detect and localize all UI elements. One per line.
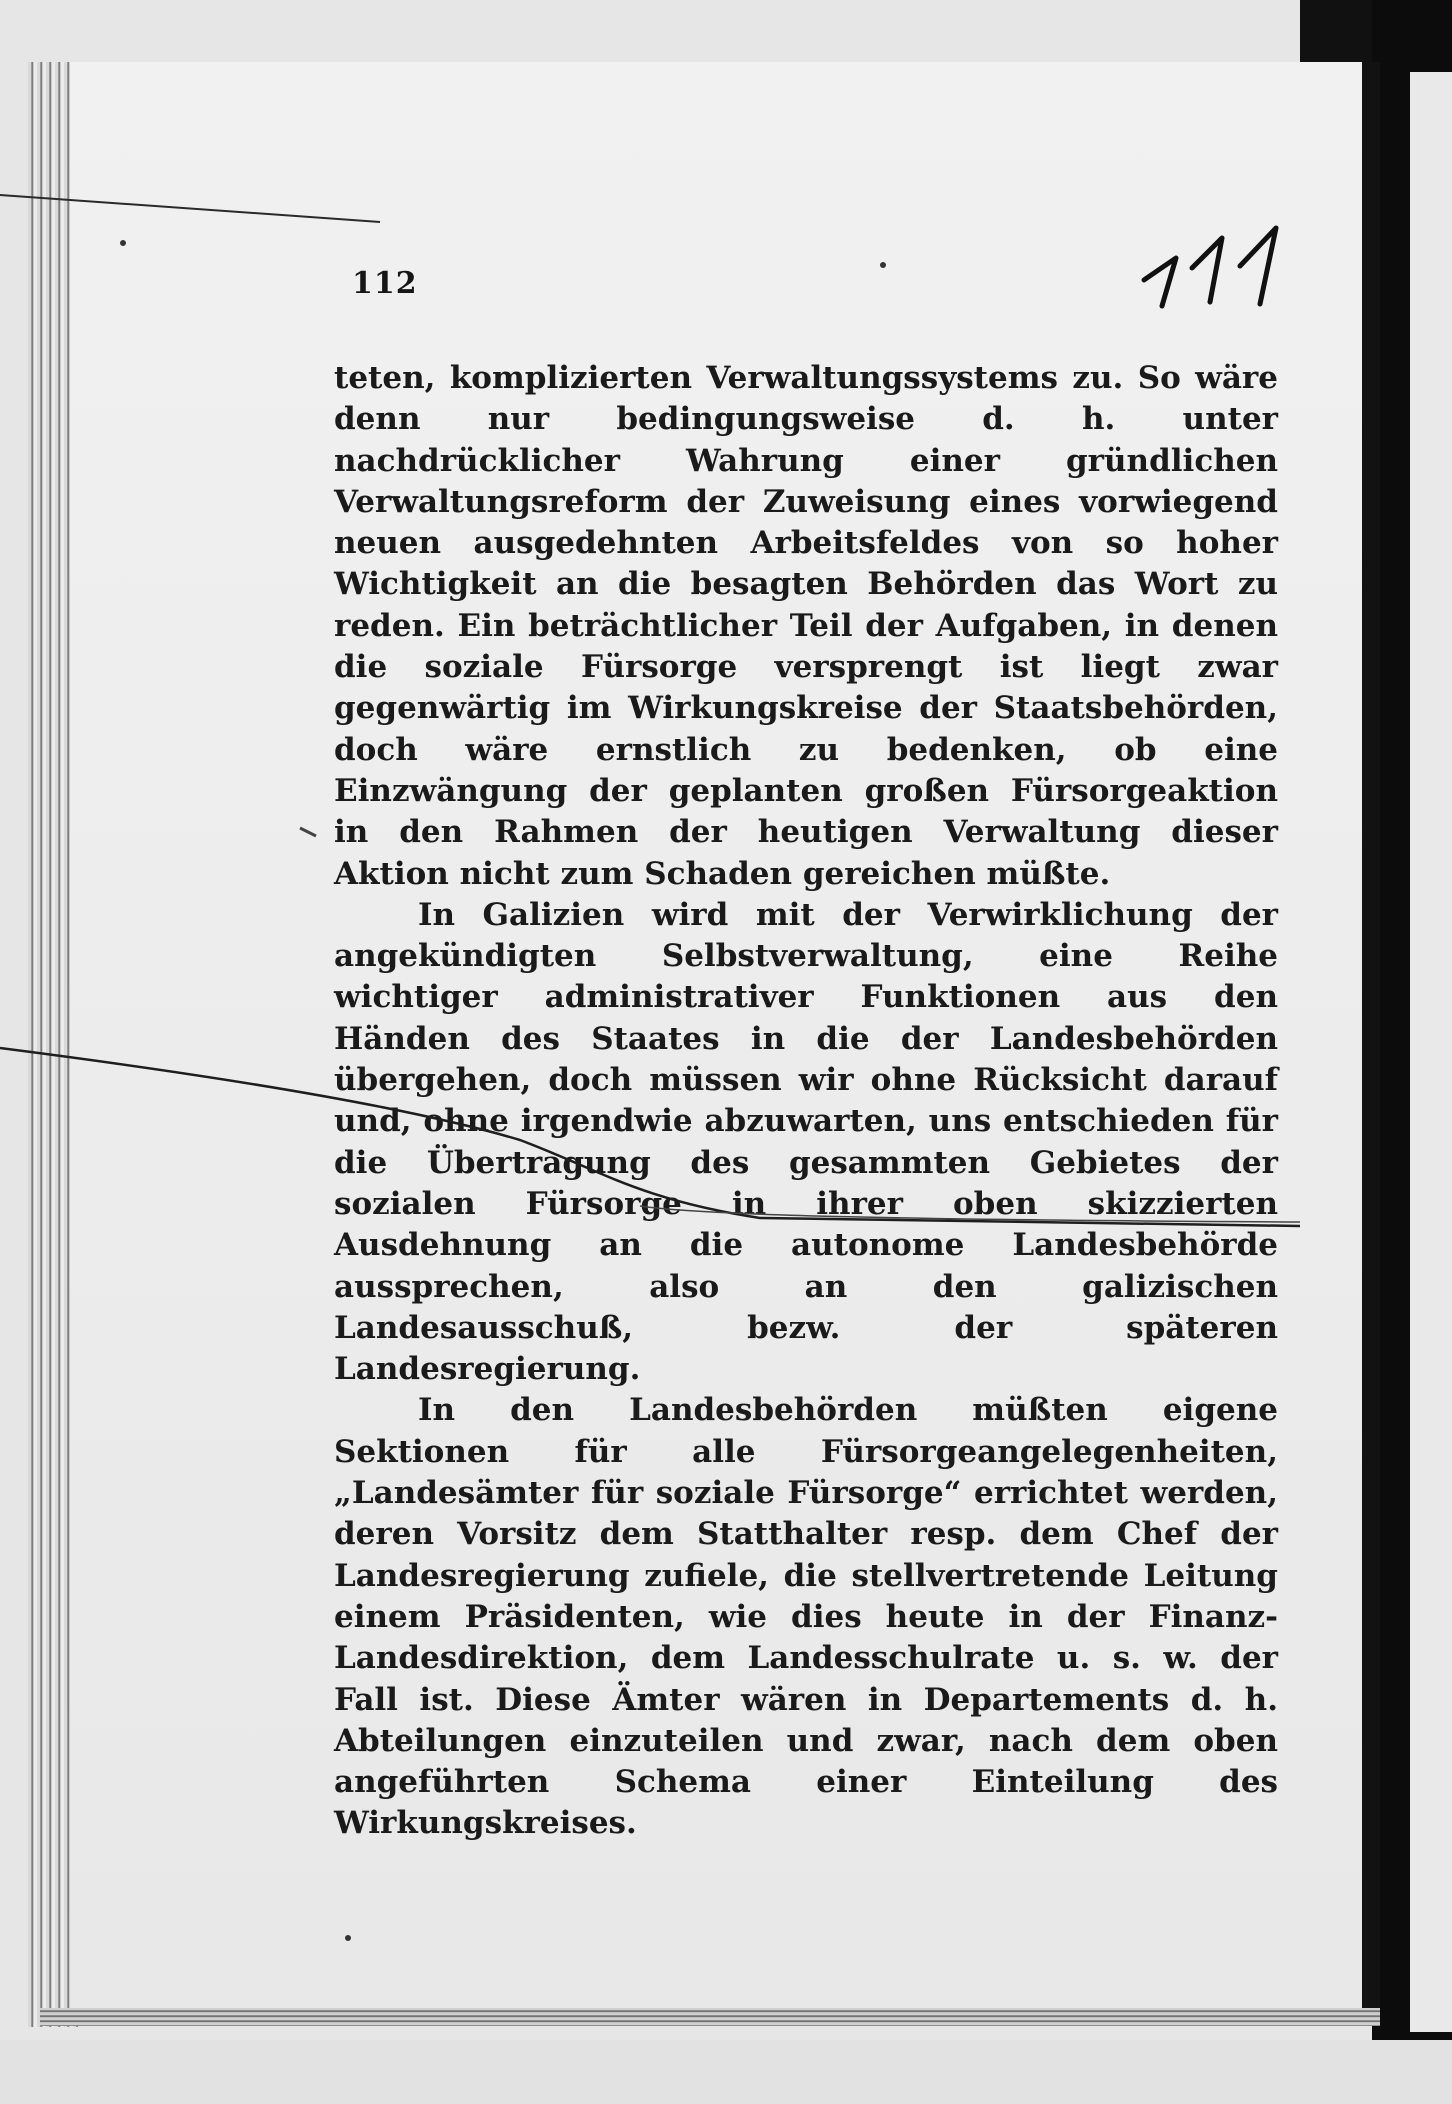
page-number: 112 xyxy=(352,266,418,301)
paragraph-1: teten, komplizierten Verwaltungssystems zu. So wäre denn nur bedingungsweise d. h. unter nachdrücklicher Wahrung einer gründlichen Verwaltungsreform der Zuweisung eines vorwiegend neuen ausgedehnten Arbeitsfeldes von so hoher Wichtigkeit an die besagten Behörden das Wort zu reden. Ein beträchtlicher Teil der Aufgaben, in denen die soziale Fürsorge versprengt ist liegt zwar gegenwärtig im Wirkungskreise der Staatsbehörden, doch wäre ernstlich zu bedenken, ob eine Einzwängung der geplanten großen Fürsorgeaktion in den Rahmen der heutigen Verwaltung dieser Aktion nicht zum Schaden gereichen müßte. xyxy=(334,360,1278,892)
handwritten-folio-number xyxy=(1140,220,1300,310)
book-page-edges-bottom xyxy=(40,2008,1380,2026)
paragraph-3: In den Landesbehörden müßten eigene Sektionen für alle Fürsorgeangelegenheiten, „Landesämter für soziale Fürsorge“ errichtet werden, deren Vorsitz dem Statthalter resp. dem Chef der Landesregierung zufiele, die stellvertretende Leitung einem Präsidenten, wie dies heute in der Finanz-Landesdirektion, dem Landesschulrate u. s. w. der Fall ist. Diese Ämter wären in Departements d. h. Abteilungen einzuteilen und zwar, nach dem oben angeführten Schema einer Einteilung des Wirkungskreises. xyxy=(334,1392,1278,1842)
scan-speck xyxy=(345,1935,351,1941)
scan-speck xyxy=(120,240,126,246)
scan-border-bottom xyxy=(0,2040,1452,2104)
scan-speck xyxy=(880,262,886,268)
scan-background-strip xyxy=(1410,72,1452,2032)
body-text xyxy=(334,358,1278,1845)
paragraph-2: In Galizien wird mit der Verwirklichung der angekündigten Selbstverwaltung, eine Reihe wichtiger administrativer Funktionen aus den Händen des Staates in die der Landesbehörden übergehen, doch müssen wir ohne Rücksicht darauf und, ohne irgendwie abzuwarten, uns entschieden für die Übertragung des gesammten Gebietes der sozialen Fürsorge in ihrer oben skizzierten Ausdehnung an die autonome Landesbehörde aussprechen, also an den galizischen Landesausschuß, bezw. der späteren Landesregierung. xyxy=(334,896,1278,1388)
